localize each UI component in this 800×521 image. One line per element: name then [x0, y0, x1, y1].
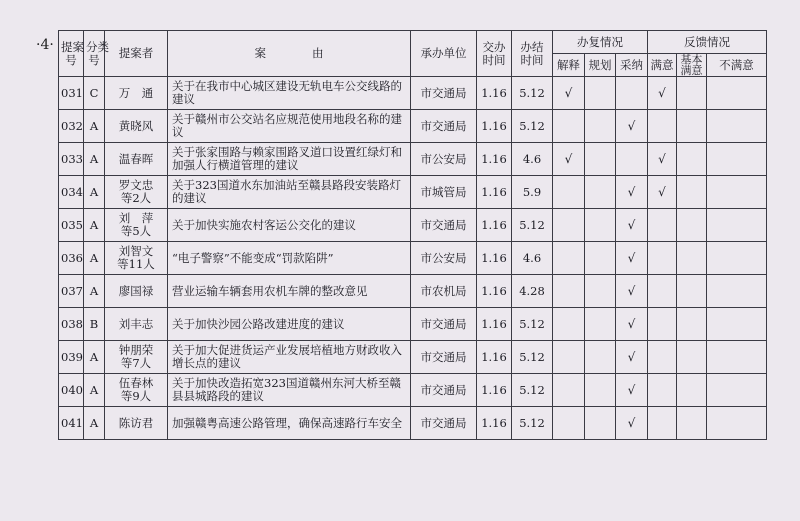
cell-proposer	[105, 374, 168, 407]
cell-basic	[677, 341, 707, 374]
table-header	[59, 31, 767, 77]
proposer-line: 伍春林	[118, 376, 154, 390]
cell-basic	[677, 110, 707, 143]
cell-basic	[677, 77, 707, 110]
header-explain: 解释	[553, 54, 585, 77]
cell-assigned: 1.16	[477, 341, 512, 374]
proposer-line: 万 通	[118, 85, 154, 100]
cell-unsatisfied	[707, 176, 767, 209]
cell-proposer	[105, 110, 168, 143]
cell-unsatisfied	[707, 77, 767, 110]
cell-num: 036	[59, 242, 84, 275]
cell-closed: 5.12	[512, 209, 553, 242]
cell-proposer	[105, 176, 168, 209]
cell-closed: 4.6	[512, 242, 553, 275]
cell-adopt: √	[616, 209, 648, 242]
cell-closed: 5.12	[512, 374, 553, 407]
cell-unsatisfied	[707, 341, 767, 374]
cell-adopt: √	[616, 374, 648, 407]
cell-unit: 市公安局	[411, 143, 477, 176]
cell-plan	[585, 374, 616, 407]
cell-cat: A	[84, 275, 105, 308]
cell-unsatisfied	[707, 209, 767, 242]
cell-explain	[553, 242, 585, 275]
cell-plan	[585, 110, 616, 143]
cell-num: 040	[59, 374, 84, 407]
header-closed: 办结 时间	[512, 31, 553, 77]
cell-unit: 市交通局	[411, 308, 477, 341]
cell-explain	[553, 407, 585, 440]
cell-unit: 市公安局	[411, 242, 477, 275]
cell-explain	[553, 110, 585, 143]
cell-unsatisfied	[707, 407, 767, 440]
cell-basic	[677, 209, 707, 242]
cell-satisfied: √	[648, 77, 677, 110]
proposer-line: 罗文忠	[118, 178, 154, 192]
cell-satisfied	[648, 110, 677, 143]
cell-proposer	[105, 77, 168, 110]
cell-cat: A	[84, 209, 105, 242]
proposer-line: 等11人	[117, 257, 155, 271]
cell-plan	[585, 275, 616, 308]
cell-unit: 市交通局	[411, 341, 477, 374]
cell-plan	[585, 341, 616, 374]
cell-basic	[677, 176, 707, 209]
cell-basic	[677, 242, 707, 275]
cell-case: 加强赣粤高速公路管理，确保高速路行车安全	[168, 407, 411, 440]
cell-adopt: √	[616, 242, 648, 275]
table-row	[59, 275, 767, 308]
header-proposer: 提案者	[105, 31, 168, 77]
cell-proposer	[105, 341, 168, 374]
cell-unsatisfied	[707, 143, 767, 176]
cell-assigned: 1.16	[477, 209, 512, 242]
cell-cat: C	[84, 77, 105, 110]
header-assigned: 交办 时间	[477, 31, 512, 77]
proposer-line: 陈访君	[118, 415, 154, 430]
header-case: 案 由	[168, 31, 411, 77]
cell-case: 关于赣州市公交站名应规范使用地段名称的建议	[168, 110, 411, 143]
cell-cat: A	[84, 176, 105, 209]
cell-satisfied	[648, 209, 677, 242]
cell-plan	[585, 176, 616, 209]
cell-case: 营业运输车辆套用农机车牌的整改意见	[168, 275, 411, 308]
table-row	[59, 176, 767, 209]
table-row	[59, 77, 767, 110]
table-row	[59, 308, 767, 341]
cell-cat: A	[84, 143, 105, 176]
cell-num: 039	[59, 341, 84, 374]
cell-explain	[553, 374, 585, 407]
cell-case: 关于加大促进货运产业发展培植地方财政收入增长点的建议	[168, 341, 411, 374]
cell-cat: A	[84, 110, 105, 143]
cell-cat: A	[84, 407, 105, 440]
cell-adopt: √	[616, 110, 648, 143]
cell-closed: 5.12	[512, 407, 553, 440]
cell-case: 关于加快实施农村客运公交化的建议	[168, 209, 411, 242]
header-handling: 办复情况	[553, 31, 648, 54]
cell-num: 033	[59, 143, 84, 176]
proposer-line: 钟朋荣	[118, 343, 154, 357]
cell-unsatisfied	[707, 374, 767, 407]
cell-assigned: 1.16	[477, 143, 512, 176]
cell-assigned: 1.16	[477, 308, 512, 341]
cell-basic	[677, 407, 707, 440]
cell-unit: 市交通局	[411, 77, 477, 110]
cell-closed: 4.28	[512, 275, 553, 308]
proposer-line: 刘 萍	[118, 211, 154, 225]
proposer-line: 刘智文	[118, 244, 154, 258]
cell-adopt	[616, 77, 648, 110]
proposer-line: 廖国禄	[118, 283, 154, 298]
cell-satisfied	[648, 341, 677, 374]
table-row	[59, 242, 767, 275]
cell-proposer	[105, 308, 168, 341]
cell-closed: 5.9	[512, 176, 553, 209]
header-feedback: 反馈情况	[648, 31, 767, 54]
cell-unit: 市交通局	[411, 407, 477, 440]
proposal-table	[58, 30, 767, 440]
cell-plan	[585, 407, 616, 440]
header-satisfied: 满意	[648, 54, 677, 77]
cell-proposer	[105, 275, 168, 308]
cell-case: 关于加快沙园公路改建进度的建议	[168, 308, 411, 341]
cell-assigned: 1.16	[477, 374, 512, 407]
cell-assigned: 1.16	[477, 275, 512, 308]
cell-explain: √	[553, 143, 585, 176]
cell-plan	[585, 143, 616, 176]
cell-assigned: 1.16	[477, 110, 512, 143]
table-row	[59, 407, 767, 440]
cell-assigned: 1.16	[477, 407, 512, 440]
cell-closed: 5.12	[512, 308, 553, 341]
cell-proposer	[105, 209, 168, 242]
cell-cat: A	[84, 374, 105, 407]
cell-adopt: √	[616, 341, 648, 374]
proposer-line: 黄晓风	[118, 118, 154, 133]
cell-case: “电子警察”不能变成“罚款陷阱”	[168, 242, 411, 275]
cell-unit: 市农机局	[411, 275, 477, 308]
cell-satisfied	[648, 275, 677, 308]
page-number: ·4·	[36, 37, 54, 53]
cell-explain	[553, 176, 585, 209]
cell-plan	[585, 242, 616, 275]
table-row	[59, 110, 767, 143]
cell-case: 关于加快改造拓宽323国道赣州东河大桥至赣县县城路段的建议	[168, 374, 411, 407]
proposer-line: 等2人	[120, 191, 152, 205]
cell-proposer	[105, 143, 168, 176]
table-body	[59, 77, 767, 440]
cell-unsatisfied	[707, 110, 767, 143]
cell-assigned: 1.16	[477, 242, 512, 275]
cell-closed: 5.12	[512, 341, 553, 374]
cell-satisfied	[648, 242, 677, 275]
proposer-line: 刘丰志	[118, 316, 154, 331]
header-unit: 承办单位	[411, 31, 477, 77]
cell-explain	[553, 209, 585, 242]
cell-cat: A	[84, 341, 105, 374]
cell-basic	[677, 143, 707, 176]
cell-proposer	[105, 407, 168, 440]
cell-case: 关于323国道水东加油站至赣县路段安装路灯的建议	[168, 176, 411, 209]
header-basic: 基本 满意	[677, 54, 707, 77]
proposer-line: 等9人	[120, 389, 152, 403]
cell-assigned: 1.16	[477, 77, 512, 110]
cell-unit: 市交通局	[411, 110, 477, 143]
cell-num: 034	[59, 176, 84, 209]
cell-proposer	[105, 242, 168, 275]
table-row	[59, 374, 767, 407]
cell-explain	[553, 308, 585, 341]
cell-satisfied: √	[648, 176, 677, 209]
table-row	[59, 341, 767, 374]
cell-num: 035	[59, 209, 84, 242]
cell-assigned: 1.16	[477, 176, 512, 209]
cell-explain	[553, 275, 585, 308]
table-row	[59, 143, 767, 176]
header-cat: 分类 号	[84, 31, 105, 77]
cell-closed: 5.12	[512, 110, 553, 143]
cell-adopt	[616, 143, 648, 176]
table-row	[59, 209, 767, 242]
cell-unit: 市城管局	[411, 176, 477, 209]
cell-num: 041	[59, 407, 84, 440]
cell-satisfied	[648, 308, 677, 341]
cell-num: 037	[59, 275, 84, 308]
cell-cat: B	[84, 308, 105, 341]
cell-basic	[677, 374, 707, 407]
proposer-line: 等7人	[120, 356, 152, 370]
header-plan: 规划	[585, 54, 616, 77]
cell-unsatisfied	[707, 242, 767, 275]
cell-num: 032	[59, 110, 84, 143]
proposer-line: 温春晖	[118, 151, 154, 166]
proposer-line: 等5人	[120, 224, 152, 238]
cell-case: 关于在我市中心城区建设无轨电车公交线路的建议	[168, 77, 411, 110]
cell-cat: A	[84, 242, 105, 275]
header-adopt: 采纳	[616, 54, 648, 77]
cell-unsatisfied	[707, 275, 767, 308]
cell-plan	[585, 308, 616, 341]
cell-case: 关于张家围路与赖家围路叉道口设置红绿灯和加强人行横道管理的建议	[168, 143, 411, 176]
cell-satisfied	[648, 374, 677, 407]
cell-adopt: √	[616, 308, 648, 341]
cell-closed: 5.12	[512, 77, 553, 110]
cell-plan	[585, 77, 616, 110]
cell-closed: 4.6	[512, 143, 553, 176]
cell-num: 031	[59, 77, 84, 110]
cell-basic	[677, 308, 707, 341]
cell-unsatisfied	[707, 308, 767, 341]
cell-adopt: √	[616, 407, 648, 440]
cell-unit: 市交通局	[411, 374, 477, 407]
cell-adopt: √	[616, 275, 648, 308]
cell-unit: 市交通局	[411, 209, 477, 242]
header-num: 提案 号	[59, 31, 84, 77]
cell-plan	[585, 209, 616, 242]
cell-basic	[677, 275, 707, 308]
cell-num: 038	[59, 308, 84, 341]
cell-adopt: √	[616, 176, 648, 209]
cell-explain	[553, 341, 585, 374]
cell-explain: √	[553, 77, 585, 110]
cell-satisfied: √	[648, 143, 677, 176]
header-unsatisfied: 不满意	[707, 54, 767, 77]
cell-satisfied	[648, 407, 677, 440]
